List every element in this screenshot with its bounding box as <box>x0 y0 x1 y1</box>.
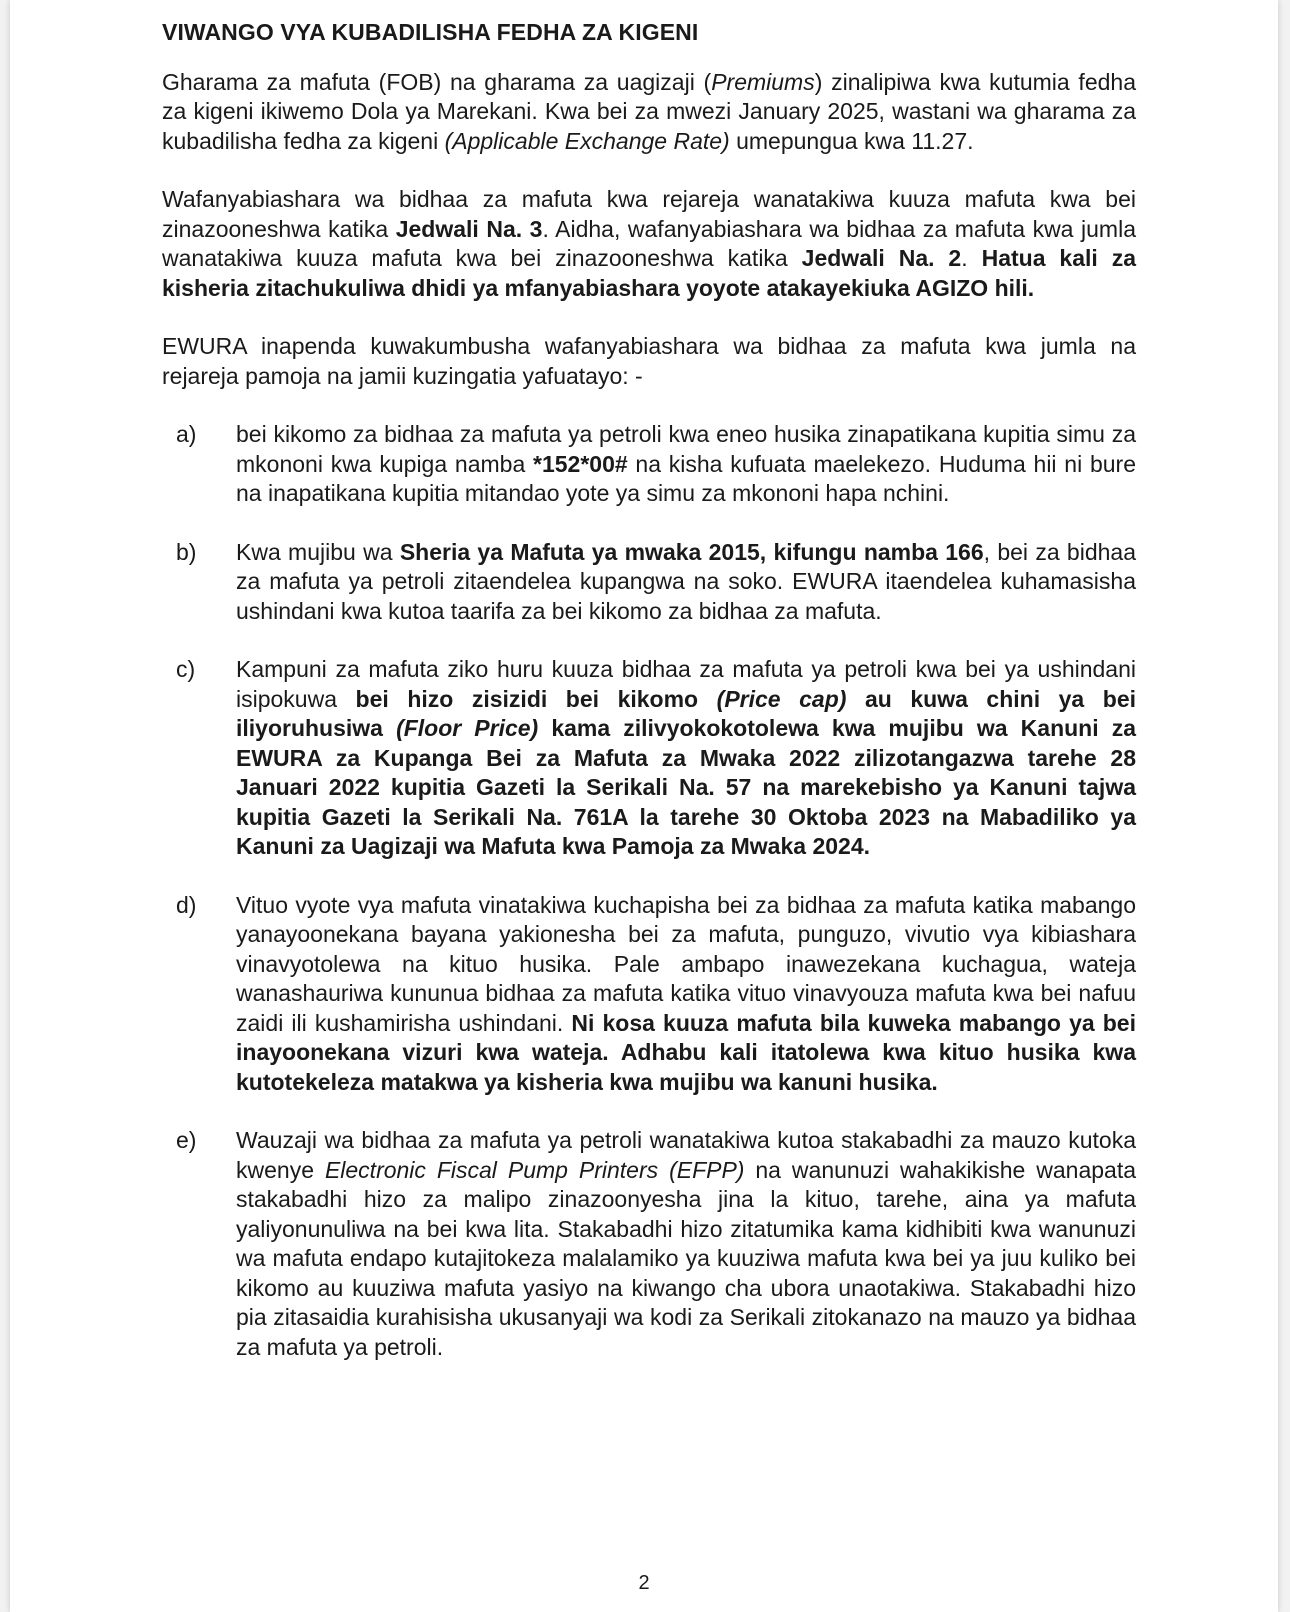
paragraph-reminder-intro: EWURA inapenda kuwakumbusha wafanyabiashara wa bidhaa za mafuta kwa jumla na rejareja pamoja na jamii kuzingatia yafuatayo: - <box>162 333 1136 389</box>
page-number: 2 <box>638 1572 650 1594</box>
list-item-a <box>162 420 1136 509</box>
list-letter: b) <box>176 538 197 565</box>
list-item-c <box>162 655 1136 862</box>
list-letter: d) <box>176 891 197 918</box>
list-letter: a) <box>176 421 197 447</box>
paragraph-exchange-rate: Gharama za mafuta (FOB) na gharama za uagizaji (Premiums) zinalipiwa kwa kutumia fedha za kigeni ikiwemo Dola ya Marekani. Kwa bei za mwezi January 2025, wastani wa gharama za kubadilisha fedha za kigeni (Applicable Exchange Rate) umepungua kwa 11.27. <box>162 68 1136 154</box>
list-letter: e) <box>176 1127 197 1153</box>
list-item-text: Vituo vyote vya mafuta vinatakiwa kuchapisha bei za bidhaa za mafuta katika mabango yanayoonekana bayana yakionesha bei za mafuta, punguzo, vivutio vya kibiashara vinavyotolewa na kituo husika. Pale ambapo inawezekana kuchagua, wateja wanashauriwa kununua bidhaa za mafuta katika vituo vinavyouza mafuta kwa bei nafuu zaidi ili kushamirisha ushindani. Ni kosa kuuza mafuta bila kuweka mabango ya bei inayoonekana vizuri kwa wateja. Adhabu kali itatolewa kwa kituo husika kwa kutotekeleza matakwa ya kisheria kwa mujibu wa kanuni husika. <box>236 891 1136 1095</box>
list-letter: c) <box>176 656 196 682</box>
document-body <box>162 18 1136 1391</box>
list-item-text: bei kikomo za bidhaa za mafuta ya petroli kwa eneo husika zinapatikana kupitia simu za mkononi kwa kupiga namba *152*00# na kisha kufuata maelekezo. Huduma hii ni bure na inapatikana kupitia mitandao yote ya simu za mkononi hapa nchini. <box>236 421 1136 506</box>
list-item-text: Kampuni za mafuta ziko huru kuuza bidhaa za mafuta ya petroli kwa bei ya ushindani isipokuwa bei hizo zisizidi bei kikomo (Price cap) au kuwa chini ya bei iliyoruhusiwa (Floor Price) kama zilivyokokotolewa kwa mujibu wa Kanuni za EWURA za Kupanga Bei za Mafuta za Mwaka 2022 zilizotangazwa tarehe 28 Januari 2022 kupitia Gazeti la Serikali Na. 57 na marekebisho ya Kanuni tajwa kupitia Gazeti la Serikali Na. 761A la tarehe 30 Oktoba 2023 na Mabadiliko ya Kanuni za Uagizaji wa Mafuta kwa Pamoja za Mwaka 2024. <box>236 656 1136 859</box>
list-item-text: Wauzaji wa bidhaa za mafuta ya petroli wanatakiwa kutoa stakabadhi za mauzo kutoka kwenye Electronic Fiscal Pump Printers (EFPP) na wanunuzi wahakikishe wanapata stakabadhi hizo za malipo zinazoonyesha jina la kituo, tarehe, aina ya mafuta yaliyonunuliwa na bei kwa lita. Stakabadhi hizo zitatumika kama kidhibiti kwa wanunuzi wa mafuta endapo kutajitokeza malalamiko ya kuuziwa mafuta kwa bei ya juu kuliko bei kikomo au kuuziwa mafuta yasiyo na kiwango cha ubora unaotakiwa. Stakabadhi hizo pia zitasaidia kurahisisha ukusanyaji wa kodi za Serikali zitokanazo na mauzo ya bidhaa za mafuta ya petroli. <box>236 1127 1137 1360</box>
list-item-d <box>162 891 1136 1098</box>
list-item-e <box>162 1126 1136 1362</box>
section-heading: VIWANGO VYA KUBADILISHA FEDHA ZA KIGENI <box>162 19 699 45</box>
list-item-text: Kwa mujibu wa Sheria ya Mafuta ya mwaka 2015, kifungu namba 166, bei za bidhaa za mafuta ya petroli zitaendelea kupangwa na soko. EWURA itaendelea kuhamasisha ushindani kwa kutoa taarifa za bei kikomo za bidhaa za mafuta. <box>236 538 1136 624</box>
list-item-b <box>162 538 1136 627</box>
document-page <box>10 0 1278 1612</box>
paragraph-retail-order: Wafanyabiashara wa bidhaa za mafuta kwa rejareja wanatakiwa kuuza mafuta kwa bei zinazooneshwa katika Jedwali Na. 3. Aidha, wafanyabiashara wa bidhaa za mafuta kwa jumla wanatakiwa kuuza mafuta kwa bei zinazooneshwa katika Jedwali Na. 2. Hatua kali za kisheria zitachukuliwa dhidi ya mfanyabiashara yoyote atakayekiuka AGIZO hili. <box>162 186 1137 301</box>
